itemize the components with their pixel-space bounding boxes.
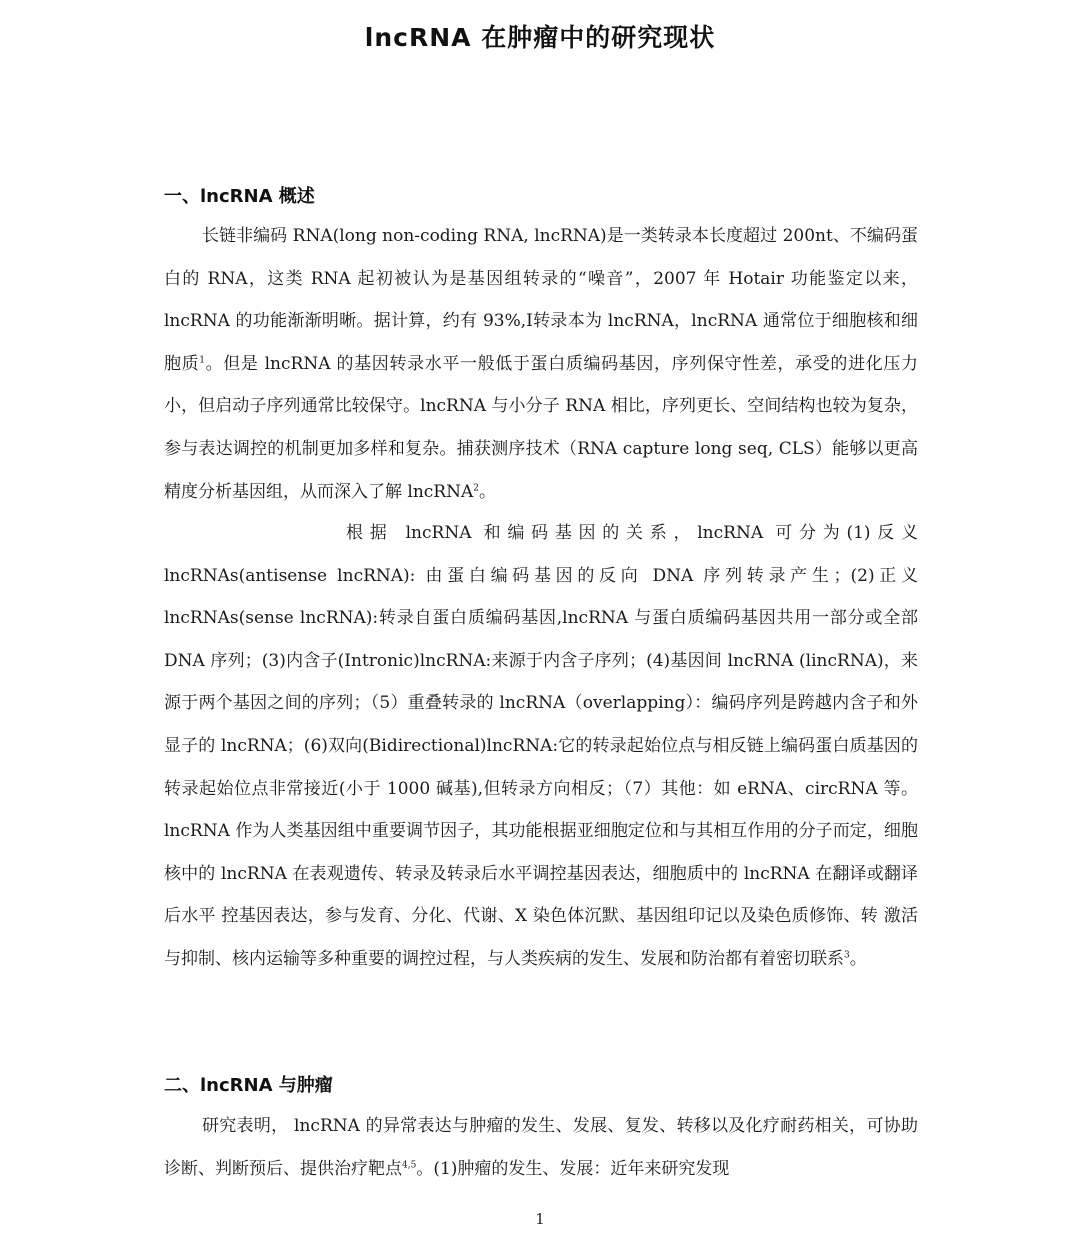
paragraph-text: 长链非编码 RNA(long non-coding RNA, lncRNA)是一类转录本长度超过 200nt、不编码蛋白的 RNA，这类 RNA 起初被认为是基因组转录的“噪音”，2007 年 Hotair 功能鉴定以来，lncRNA 的功能渐渐明晰。据计算，约有 93%,I转录本为 lncRNA，lncRNA 通常位于细胞核和细胞质 [164, 226, 918, 374]
section-heading-tumor: 二、lncRNA 与肿瘤 [164, 1075, 333, 1096]
paragraph-classification [164, 512, 918, 981]
paragraph-text: 。但是 lncRNA 的基因转录水平一般低于蛋白质编码基因，序列保守性差，承受的进化压力小，但启动子序列通常比较保守。lncRNA 与小分子 RNA 相比，序列更长、空间结构也较为复杂，参与表达调控的机制更加多样和复杂。捕获测序技术（RNA capture long seq, CLS）能够以更高精度分析基因组，从而深入了解 lncRNA [164, 353, 918, 502]
citation-ref: 3 [844, 950, 850, 961]
paragraph-text: 。(1)肿瘤的发生、发展：近年来研究发现 [416, 1158, 730, 1179]
paragraph-tumor-intro [164, 1105, 918, 1190]
paragraph-text: 根据 lncRNA 和编码基因的关系，lncRNA 可分为(1)反义 lncRNAs(antisense lncRNA): 由蛋白编码基因的反向 DNA 序列转录产生；(2)正义 lncRNAs(sense lncRNA):转录自蛋白质编码基因,lncRNA 与蛋白质编码基因共用一部分或全部 DNA 序列；(3)内含子(Intronic)lncRNA:来源于内含子序列；(4)基因间 lncRNA (lincRNA)，来源于两个基因之间的序列；（5）重叠转录的 lncRNA（overlapping）：编码序列是跨越内含子和外显子的 lncRNA；(6)双向(Bidirectional)lncRNA:它的转录起始位点与相反链上编码蛋白质基因的转录起始位点非常接近(小于 1000 碱基),但转录方向相反；（7）其他：如 eRNA、circRNA 等。lncRNA 作为人类基因组中重要调节因子，其功能根据亚细胞定位和与其相互作用的分子而定，细胞核中的 lncRNA 在表观遗传、转录及转录后水平调控基因表达，细胞质中的 lncRNA 在翻译或翻译后水平 控基因表达，参与发育、分化、代谢、X 染色体沉默、基因组印记以及染色质修饰、转 激活与抑制、核内运输等多种重要的调控过程，与人类疾病的发生、发展和防治都有着密切联系 [164, 523, 918, 969]
paragraph-text: 研究表明， lncRNA 的异常表达与肿瘤的发生、发展、复发、转移以及化疗耐药相关，可协助诊断、判断预后、提供治疗靶点 [164, 1116, 918, 1179]
citation-ref: 2 [473, 482, 479, 493]
page-title: lncRNA 在肿瘤中的研究现状 [364, 23, 716, 52]
section-heading-overview: 一、lncRNA 概述 [164, 186, 315, 207]
paragraph-overview-intro [164, 215, 918, 513]
citation-ref: 4,5 [402, 1159, 417, 1170]
citation-ref: 1 [199, 355, 206, 366]
paragraph-text: 。 [479, 481, 496, 502]
paragraph-text: 。 [849, 948, 867, 969]
page-number: 1 [535, 1210, 545, 1228]
